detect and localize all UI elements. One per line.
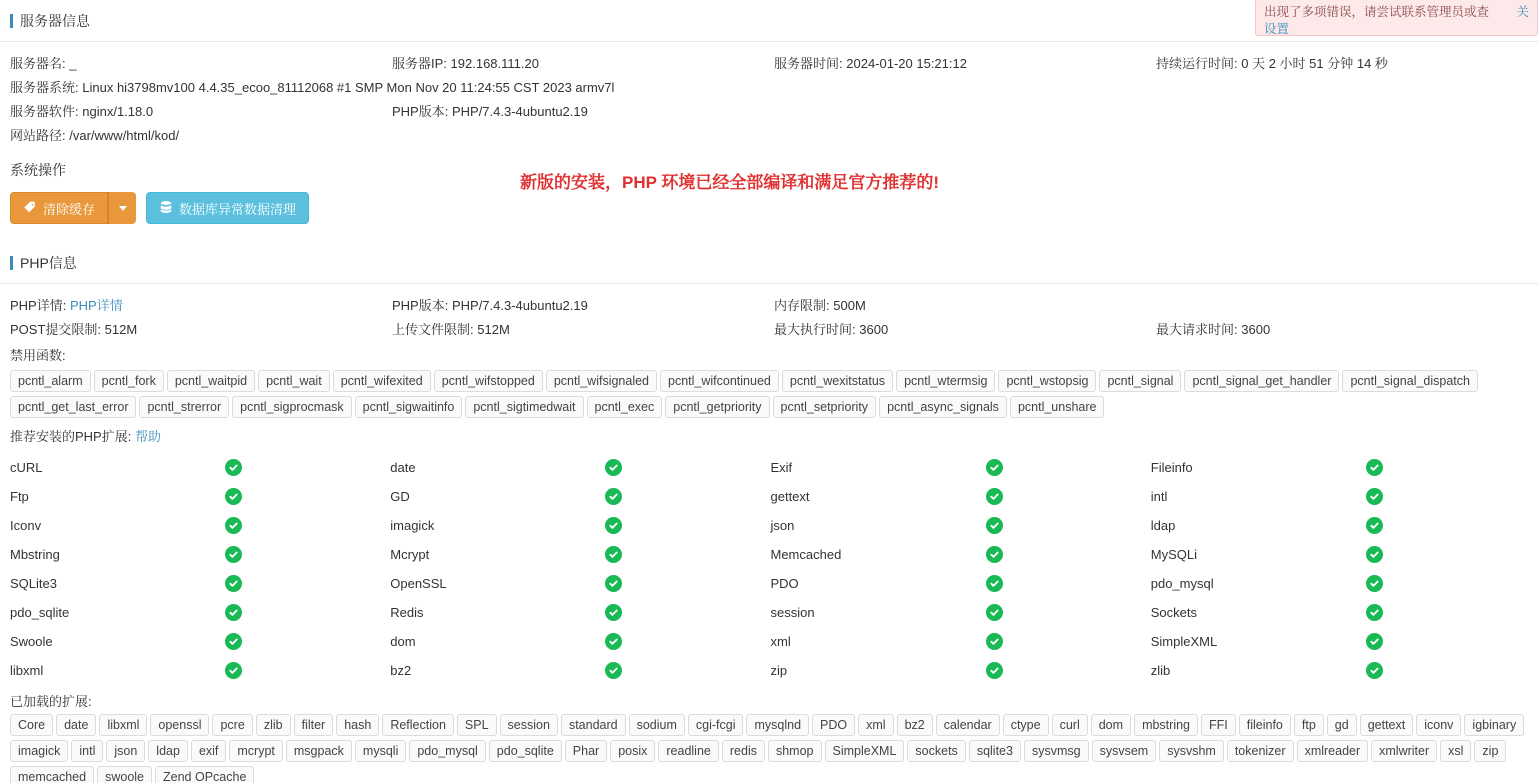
php-version-label-2: PHP版本: [392,298,449,313]
help-link[interactable]: 帮助 [134,429,161,444]
php-info-row-2 [10,318,1528,342]
check-circle-icon [1366,575,1383,592]
disabled-function-tag: pcntl_sigtimedwait [465,396,583,418]
loaded-extension-tag: Phar [565,740,607,762]
loaded-extension-tag: readline [658,740,718,762]
max-exec-time-label: 最大执行时间: [774,322,856,337]
php-detail-label: PHP详情: [10,298,67,313]
extension-item [390,633,770,650]
post-limit-label: POST提交限制: [10,322,102,337]
disabled-function-tag: pcntl_wait [258,370,330,392]
server-time-label: 服务器时间: [774,56,843,71]
section-accent-bar [10,14,13,28]
server-ip-label: 服务器IP: [392,56,447,71]
memory-limit-cell [774,294,1156,318]
extension-name: Fileinfo [1150,460,1193,475]
loaded-extension-tag: sqlite3 [969,740,1021,762]
extension-row [10,540,1528,569]
check-circle-icon [225,488,242,505]
loaded-extension-tag: shmop [768,740,822,762]
extension-row [10,453,1528,482]
disabled-function-tag: pcntl_wstopsig [998,370,1096,392]
loaded-extension-tag: date [56,714,96,736]
php-info-empty-cell [1156,294,1526,318]
loaded-extension-tag: zlib [256,714,291,736]
loaded-extension-tag: json [106,740,145,762]
loaded-extension-tag: FFI [1201,714,1236,736]
extension-name: ldap [1150,518,1176,533]
extension-item [390,604,770,621]
max-exec-time-value: 3600 [859,322,889,337]
loaded-extension-tag: ldap [148,740,188,762]
extension-item [771,517,1151,534]
check-circle-icon [986,662,1003,679]
clear-cache-button-group [10,192,136,224]
extension-name: Memcached [770,547,842,562]
extension-item [771,604,1151,621]
recommended-extensions-row [10,426,1528,445]
extension-item [390,575,770,592]
extension-item [771,575,1151,592]
site-path-row [10,124,1528,148]
extension-item [10,517,390,534]
extension-name: json [770,518,795,533]
disabled-function-tag: pcntl_wifstopped [434,370,543,392]
disabled-function-tag: pcntl_wtermsig [896,370,995,392]
check-circle-icon [1366,662,1383,679]
extension-row [10,656,1528,685]
extension-name: pdo_mysql [1150,576,1214,591]
upload-limit-cell [392,318,774,342]
extension-name: Exif [770,460,793,475]
loaded-extension-tag: redis [722,740,765,762]
server-os-cell [10,76,774,100]
upload-limit-value: 512M [477,322,510,337]
disabled-function-tag: pcntl_sigprocmask [232,396,352,418]
extension-name: date [390,460,416,475]
disabled-functions-label: 禁用函数: [10,348,66,363]
loaded-extension-tag: mysqlnd [746,714,809,736]
extension-item [771,459,1151,476]
check-circle-icon [225,575,242,592]
check-circle-icon [1366,546,1383,563]
loaded-extension-tag: filter [294,714,334,736]
check-circle-icon [605,604,622,621]
install-notice: 新版的安装，PHP 环境已经全部编译和满足官方推荐的! [520,173,940,192]
disabled-function-tag: pcntl_signal_dispatch [1342,370,1478,392]
max-request-time-cell [1156,318,1526,342]
extension-item [390,546,770,563]
loaded-extension-tag: sysvmsg [1024,740,1089,762]
extension-name: PDO [770,576,799,591]
extension-name: zip [770,663,788,678]
toast-settings-link[interactable]: 设置 [1264,22,1290,36]
db-clean-button[interactable] [146,192,309,224]
loaded-extension-tag: imagick [10,740,68,762]
check-circle-icon [986,517,1003,534]
uptime-value: 0 天 2 小时 51 分钟 14 秒 [1241,56,1388,71]
php-info-title: PHP信息 [20,254,77,271]
php-detail-cell [10,294,392,318]
error-toast[interactable] [1255,0,1538,36]
loaded-extension-tag: igbinary [1464,714,1524,736]
loaded-extension-tag: mcrypt [229,740,283,762]
tag-icon [23,200,37,217]
php-info-header [0,242,1538,284]
server-os-label: 服务器系统: [10,80,79,95]
loaded-extension-tag: Reflection [382,714,454,736]
extension-item [1151,633,1528,650]
extension-item [1151,546,1528,563]
system-operations-buttons [10,192,1528,224]
loaded-extension-tag: libxml [99,714,147,736]
server-software-value: nginx/1.18.0 [82,104,154,119]
check-circle-icon [225,633,242,650]
disabled-function-tag: pcntl_exec [587,396,663,418]
loaded-extension-tag: sodium [629,714,685,736]
loaded-extension-tag: calendar [936,714,1000,736]
extension-name: zlib [1150,663,1171,678]
check-circle-icon [605,662,622,679]
check-circle-icon [605,459,622,476]
extension-name: SQLite3 [10,576,57,591]
extension-name: MySQLi [1150,547,1197,562]
loaded-extension-tag: iconv [1416,714,1461,736]
loaded-extension-tag: session [500,714,558,736]
extension-item [390,488,770,505]
extension-name: SimpleXML [1150,634,1218,649]
loaded-extensions-label: 已加载的扩展: [10,694,92,709]
loaded-extension-tag: standard [561,714,626,736]
loaded-extension-tag: mysqli [355,740,406,762]
max-request-time-label: 最大请求时间: [1156,322,1238,337]
extension-item [10,604,390,621]
loaded-extension-tag: Zend OPcache [155,766,254,783]
server-name-value: _ [69,56,77,71]
server-time-value: 2024-01-20 15:21:12 [846,56,967,71]
extension-name: Mbstring [10,547,60,562]
disabled-function-tag: pcntl_unshare [1010,396,1105,418]
check-circle-icon [225,604,242,621]
toast-text: 出现了多项错误，请尝试联系管理员或查 [1264,5,1490,19]
uptime-label: 持续运行时间: [1156,56,1238,71]
extension-name: Ftp [10,489,29,504]
disabled-function-tag: pcntl_strerror [139,396,229,418]
check-circle-icon [1366,488,1383,505]
check-circle-icon [225,662,242,679]
extension-row [10,482,1528,511]
loaded-extension-tag: gd [1327,714,1357,736]
loaded-extension-tag: xmlwriter [1371,740,1437,762]
disabled-function-tag: pcntl_alarm [10,370,91,392]
extension-name: GD [390,489,410,504]
loaded-extension-tag: mbstring [1134,714,1198,736]
post-limit-cell [10,318,392,342]
extension-item [10,633,390,650]
max-exec-time-cell [774,318,1156,342]
extension-name: pdo_sqlite [10,605,70,620]
loaded-extension-tag: cgi-fcgi [688,714,744,736]
extension-status-grid [10,453,1528,685]
loaded-extension-tag: ftp [1294,714,1324,736]
disabled-function-tag: pcntl_sigwaitinfo [355,396,463,418]
extension-item [390,662,770,679]
post-limit-value: 512M [104,322,138,337]
loaded-extension-tag: fileinfo [1239,714,1291,736]
loaded-extension-tag: tokenizer [1227,740,1294,762]
extension-name: imagick [390,518,435,533]
loaded-extensions-list [0,710,1538,783]
server-software-label: 服务器软件: [10,104,79,119]
check-circle-icon [225,517,242,534]
check-circle-icon [605,517,622,534]
loaded-extension-tag: Core [10,714,53,736]
extension-name: Mcrypt [390,547,430,562]
disabled-function-tag: pcntl_wifexited [333,370,431,392]
server-info-block [0,42,1538,152]
check-circle-icon [1366,633,1383,650]
extension-item [10,459,390,476]
toast-close-label[interactable]: 关 [1516,5,1529,19]
db-clean-label: 数据库异常数据清理 [179,201,297,217]
extension-name: intl [1150,489,1168,504]
check-circle-icon [986,546,1003,563]
site-path-cell [10,124,774,148]
max-request-time-value: 3600 [1241,322,1271,337]
php-version-value: PHP/7.4.3-4ubuntu2.19 [451,104,588,119]
site-path-value: /var/www/html/kod/ [69,128,180,143]
loaded-extension-tag: dom [1091,714,1131,736]
extension-item [10,546,390,563]
loaded-extension-tag: sysvsem [1092,740,1157,762]
server-time-cell [774,52,1156,76]
extension-name: Sockets [1150,605,1197,620]
loaded-extension-tag: zip [1474,740,1506,762]
extension-name: bz2 [390,663,412,678]
database-icon [159,200,173,217]
loaded-extension-tag: sockets [907,740,965,762]
check-circle-icon [1366,517,1383,534]
clear-cache-label: 清除缓存 [43,201,96,217]
memory-limit-label: 内存限制: [774,298,830,313]
loaded-extension-tag: ctype [1003,714,1049,736]
extension-item [1151,459,1528,476]
extension-item [10,575,390,592]
disabled-function-tag: pcntl_getpriority [665,396,769,418]
extension-row [10,627,1528,656]
clear-cache-dropdown-toggle[interactable] [108,192,136,224]
memory-limit-value: 500M [833,298,866,313]
extension-name: session [770,605,815,620]
php-detail-link[interactable]: PHP详情 [69,298,123,313]
loaded-extension-tag: xmlreader [1297,740,1369,762]
uptime-cell [1156,52,1526,76]
clear-cache-button[interactable] [10,192,108,224]
server-software-cell [10,100,392,124]
system-operations-title: 系统操作 [10,162,66,178]
extension-item [10,488,390,505]
check-circle-icon [1366,604,1383,621]
extension-name: Swoole [10,634,53,649]
server-info-row [10,52,1528,76]
server-os-row [10,76,1528,100]
loaded-extension-tag: curl [1052,714,1088,736]
check-circle-icon [986,459,1003,476]
php-version-value-2: PHP/7.4.3-4ubuntu2.19 [451,298,588,313]
server-info-title: 服务器信息 [20,12,90,29]
disabled-function-tag: pcntl_wifcontinued [660,370,779,392]
disabled-functions-row [10,344,1528,420]
check-circle-icon [1366,459,1383,476]
server-name-cell [10,52,392,76]
disabled-function-tag: pcntl_signal_get_handler [1184,370,1339,392]
extension-name: dom [390,634,416,649]
server-ip-value: 192.168.111.20 [450,56,539,71]
loaded-extension-tag: bz2 [897,714,933,736]
disabled-function-tag: pcntl_wifsignaled [546,370,657,392]
extension-item [1151,604,1528,621]
check-circle-icon [605,575,622,592]
loaded-extension-tag: SimpleXML [825,740,905,762]
loaded-extension-tag: xsl [1440,740,1471,762]
check-circle-icon [986,633,1003,650]
loaded-extension-tag: exif [191,740,226,762]
loaded-extension-tag: gettext [1360,714,1414,736]
loaded-extension-tag: posix [610,740,655,762]
loaded-extension-tag: SPL [457,714,497,736]
extension-item [1151,488,1528,505]
php-info-block [0,284,1538,685]
disabled-function-tag: pcntl_signal [1099,370,1181,392]
extension-name: cURL [10,460,43,475]
extension-row [10,598,1528,627]
extension-item [771,633,1151,650]
disabled-function-tag: pcntl_fork [94,370,164,392]
extension-item [1151,575,1528,592]
extension-name: Iconv [10,518,42,533]
loaded-extension-tag: hash [336,714,379,736]
server-name-label: 服务器名: [10,56,66,71]
loaded-extension-tag: pdo_mysql [409,740,485,762]
extension-item [1151,662,1528,679]
check-circle-icon [605,488,622,505]
extension-item [1151,517,1528,534]
loaded-extension-tag: swoole [97,766,152,783]
extension-name: xml [770,634,791,649]
extension-name: OpenSSL [390,576,447,591]
loaded-extension-tag: xml [858,714,893,736]
check-circle-icon [986,575,1003,592]
loaded-extension-tag: memcached [10,766,94,783]
loaded-extension-tag: msgpack [286,740,352,762]
extension-item [771,488,1151,505]
check-circle-icon [605,546,622,563]
php-version-cell [392,100,774,124]
check-circle-icon [605,633,622,650]
disabled-function-tag: pcntl_get_last_error [10,396,136,418]
extension-item [771,662,1151,679]
extension-item [10,662,390,679]
extension-item [771,546,1151,563]
php-version-label: PHP版本: [392,104,449,119]
upload-limit-label: 上传文件限制: [392,322,474,337]
check-circle-icon [225,459,242,476]
loaded-extension-tag: pcre [212,714,252,736]
php-version-cell-2 [392,294,774,318]
loaded-extension-tag: intl [71,740,103,762]
section-accent-bar-2 [10,256,13,270]
extension-name: libxml [10,663,44,678]
recommended-extensions-label: 推荐安装的PHP扩展: [10,429,132,444]
extension-name: gettext [770,489,810,504]
loaded-extension-tag: PDO [812,714,855,736]
extension-item [390,517,770,534]
disabled-function-tag: pcntl_waitpid [167,370,255,392]
disabled-function-tag: pcntl_async_signals [879,396,1007,418]
loaded-extension-tag: pdo_sqlite [489,740,562,762]
chevron-down-icon [119,206,127,211]
server-ip-cell [392,52,774,76]
loaded-extension-tag: openssl [150,714,209,736]
php-info-row-1 [10,294,1528,318]
disabled-function-tag: pcntl_wexitstatus [782,370,893,392]
check-circle-icon [225,546,242,563]
server-software-row [10,100,1528,124]
extension-row [10,511,1528,540]
extension-item [390,459,770,476]
check-circle-icon [986,604,1003,621]
loaded-extension-tag: sysvshm [1159,740,1224,762]
check-circle-icon [986,488,1003,505]
server-os-value: Linux hi3798mv100 4.4.35_ecoo_81112068 #1 SMP Mon Nov 20 11:24:55 CST 2023 armv7l [82,80,615,95]
system-operations [0,152,1538,224]
site-path-label: 网站路径: [10,128,66,143]
disabled-functions-list [10,368,1528,420]
disabled-function-tag: pcntl_setpriority [773,396,877,418]
extension-row [10,569,1528,598]
extension-name: Redis [390,605,424,620]
